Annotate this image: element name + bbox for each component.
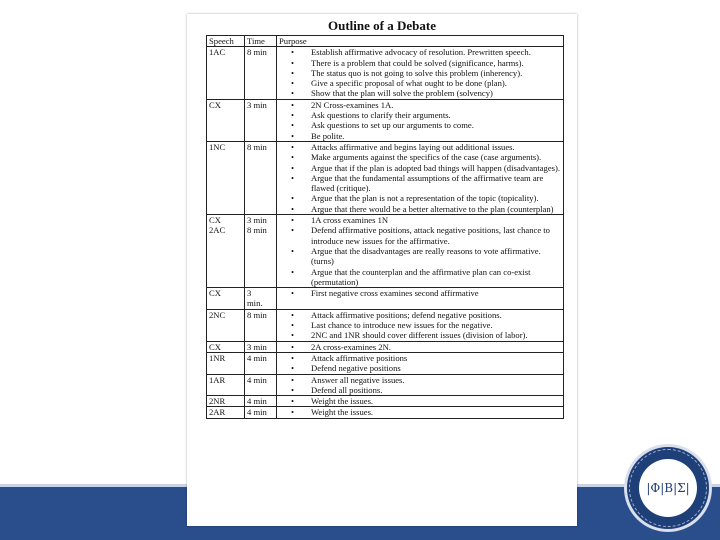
- time-cell: 8 min: [245, 47, 277, 99]
- purpose-item: • Attack affirmative positions; defend negative positions.: [311, 310, 561, 320]
- speech-cell: CX: [207, 341, 245, 352]
- table-row: [207, 309, 564, 341]
- document-title: Outline of a Debate: [328, 18, 436, 33]
- purpose-item: • Argue that the counterplan and the affirmative plan can co-exist (permutation): [311, 267, 561, 288]
- purpose-list: [279, 310, 561, 341]
- society-seal: [624, 444, 712, 532]
- purpose-item: • Defend affirmative positions, attack negative positions, last chance to introduce new issues for the affirmative.: [311, 225, 561, 246]
- purpose-item: • 2N Cross-examines 1A.: [311, 100, 561, 110]
- purpose-list: [279, 215, 561, 287]
- purpose-cell: [277, 215, 564, 288]
- table-row: [207, 47, 564, 99]
- time-cell: 3 min 8 min: [245, 215, 277, 288]
- time-cell: 4 min: [245, 407, 277, 418]
- table-row: [207, 396, 564, 407]
- seal-letters: |Φ|Β|Σ|: [646, 481, 690, 495]
- purpose-cell: [277, 309, 564, 341]
- purpose-item: • Ask questions to set up our arguments to come.: [311, 120, 561, 130]
- header-time: Time: [245, 36, 277, 47]
- purpose-item: • Ask questions to clarify their arguments.: [311, 110, 561, 120]
- purpose-item: • Defend negative positions: [311, 363, 561, 373]
- purpose-list: [279, 342, 561, 352]
- purpose-list: [279, 396, 561, 406]
- table-row: [207, 99, 564, 141]
- table-row: [207, 407, 564, 418]
- table-row: [207, 374, 564, 396]
- purpose-list: [279, 375, 561, 396]
- table-row: [207, 352, 564, 374]
- purpose-list: [279, 142, 561, 214]
- table-row: [207, 341, 564, 352]
- purpose-list: [279, 288, 561, 298]
- purpose-cell: [277, 352, 564, 374]
- purpose-item: • There is a problem that could be solved (significance, harms).: [311, 58, 561, 68]
- purpose-cell: [277, 141, 564, 214]
- purpose-list: [279, 100, 561, 141]
- speech-cell: 2NC: [207, 309, 245, 341]
- time-cell: 4 min: [245, 352, 277, 374]
- purpose-item: • Argue that there would be a better alternative to the plan (counterplan): [311, 204, 561, 214]
- purpose-item: • Last chance to introduce new issues for the negative.: [311, 320, 561, 330]
- time-cell: 3 min: [245, 99, 277, 141]
- purpose-cell: [277, 374, 564, 396]
- purpose-cell: [277, 407, 564, 418]
- speech-cell: CX 2AC: [207, 215, 245, 288]
- purpose-item: • Attacks affirmative and begins laying out additional issues.: [311, 142, 561, 152]
- speech-cell: 1NC: [207, 141, 245, 214]
- time-cell: 4 min: [245, 374, 277, 396]
- purpose-item: • Defend all positions.: [311, 385, 561, 395]
- speech-cell: 1AR: [207, 374, 245, 396]
- purpose-item: • Give a specific proposal of what ought to be done (plan).: [311, 78, 561, 88]
- time-cell: 4 min: [245, 396, 277, 407]
- table-row: [207, 215, 564, 288]
- speech-cell: 1NR: [207, 352, 245, 374]
- time-cell: 3 min.: [245, 288, 277, 310]
- time-cell: 3 min: [245, 341, 277, 352]
- table-body: [207, 47, 564, 418]
- speech-cell: CX: [207, 288, 245, 310]
- purpose-item: • Be polite.: [311, 131, 561, 141]
- speech-cell: 1AC: [207, 47, 245, 99]
- purpose-cell: [277, 341, 564, 352]
- header-speech: Speech: [207, 36, 245, 47]
- purpose-item: • Weight the issues.: [311, 407, 561, 417]
- purpose-item: • First negative cross examines second affirmative: [311, 288, 561, 298]
- purpose-item: • Argue that the plan is not a representation of the topic (topicality).: [311, 193, 561, 203]
- table-row: [207, 288, 564, 310]
- header-purpose: Purpose: [277, 36, 564, 47]
- purpose-item: • 2A cross-examines 2N.: [311, 342, 561, 352]
- time-cell: 8 min: [245, 309, 277, 341]
- purpose-cell: [277, 47, 564, 99]
- table-header-row: [207, 36, 564, 47]
- purpose-list: [279, 47, 561, 98]
- purpose-item: • The status quo is not going to solve this problem (inherency).: [311, 68, 561, 78]
- seal-center: [639, 459, 697, 517]
- purpose-list: [279, 353, 561, 374]
- purpose-cell: [277, 99, 564, 141]
- time-cell: 8 min: [245, 141, 277, 214]
- purpose-item: • Weight the issues.: [311, 396, 561, 406]
- purpose-item: • 1A cross examines 1N: [311, 215, 561, 225]
- purpose-cell: [277, 288, 564, 310]
- speech-cell: CX: [207, 99, 245, 141]
- purpose-item: • Make arguments against the specifics of the case (case arguments).: [311, 152, 561, 162]
- table-row: [207, 141, 564, 214]
- purpose-item: • 2NC and 1NR should cover different issues (division of labor).: [311, 330, 561, 340]
- purpose-list: [279, 407, 561, 417]
- debate-outline-table: [206, 35, 564, 419]
- purpose-item: • Attack affirmative positions: [311, 353, 561, 363]
- purpose-item: • Argue that the disadvantages are really reasons to vote affirmative. (turns): [311, 246, 561, 267]
- speech-cell: 2AR: [207, 407, 245, 418]
- document-page: [187, 14, 577, 526]
- purpose-item: • Answer all negative issues.: [311, 375, 561, 385]
- purpose-item: • Establish affirmative advocacy of resolution. Prewritten speech.: [311, 47, 561, 57]
- purpose-item: • Argue that if the plan is adopted bad things will happen (disadvantages).: [311, 163, 561, 173]
- purpose-item: • Show that the plan will solve the problem (solvency): [311, 88, 561, 98]
- purpose-item: • Argue that the fundamental assumptions of the affirmative team are flawed (critique).: [311, 173, 561, 194]
- speech-cell: 2NR: [207, 396, 245, 407]
- purpose-cell: [277, 396, 564, 407]
